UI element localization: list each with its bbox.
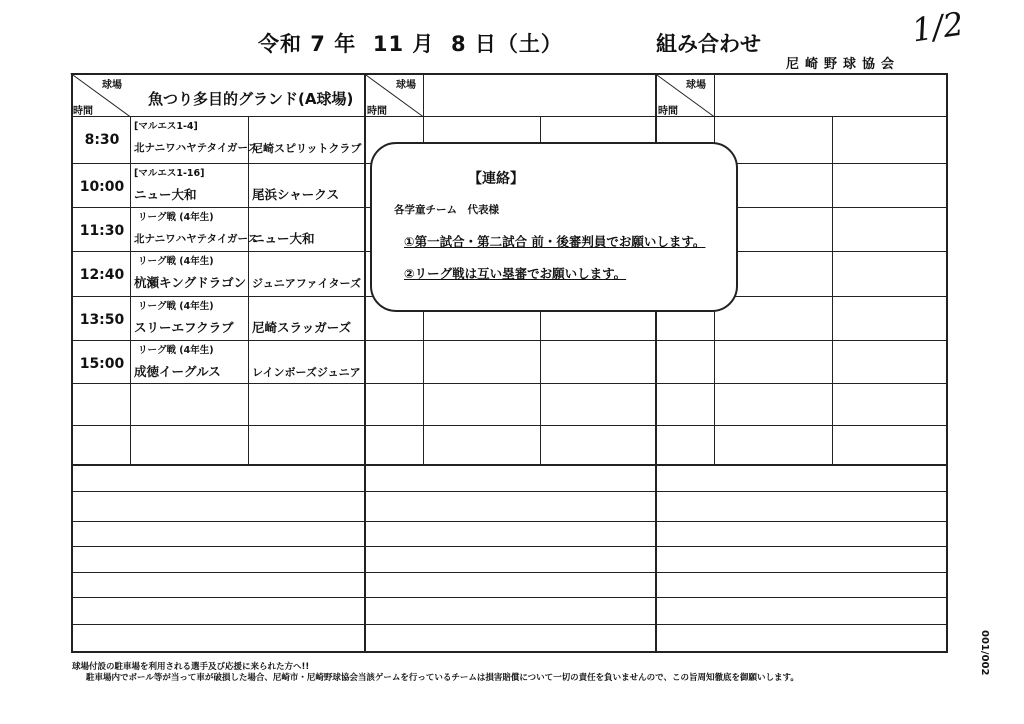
grid-line <box>71 597 946 598</box>
team-b: 尾浜シャークス <box>252 187 340 202</box>
grid-line <box>71 73 946 75</box>
grid-line <box>71 651 946 653</box>
field-name: 魚つり多目的グランド(A球場) <box>148 90 354 108</box>
notice-item-1: ①第一試合・第二試合 前・後審判員でお願いします。 <box>404 234 706 249</box>
grid-line <box>71 340 946 341</box>
grid-line <box>248 116 249 464</box>
team-a: 成徳イーグルス <box>134 364 221 379</box>
grid-line <box>946 73 948 653</box>
notice-item-2: ②リーグ戦は互い塁審でお願いします。 <box>404 266 627 281</box>
match-category: リーグ戦 (4年生) <box>138 212 214 223</box>
field-label: 球場 <box>396 80 416 91</box>
field-label: 球場 <box>102 80 122 91</box>
team-a: ニュー大和 <box>134 187 197 202</box>
grid-line <box>71 546 946 547</box>
team-b: 尼崎スラッガーズ <box>252 320 352 335</box>
match-time: 15:00 <box>79 356 125 372</box>
footer-notice-heading: 球場付設の駐車場を利用される選手及び応援に来られた方へ!! <box>72 662 310 672</box>
team-b: 尼崎スピリットクラブ <box>252 142 362 155</box>
footer-notice-text: 駐車場内でボール等が当って車が破損した場合、尼崎市・尼崎野球協会当該ゲームを行っているチームは損害賠償について一切の責任を負いませんので、この旨周知徹底を御願いします。 <box>86 673 799 683</box>
date-title: 令和 7 年 11 月 8 日（土） <box>258 32 563 56</box>
organization-name: 尼崎野球協会 <box>786 57 901 72</box>
time-label: 時間 <box>367 106 387 117</box>
fax-page-stamp: 001/002 <box>979 630 990 676</box>
grid-line <box>832 116 833 464</box>
grid-line <box>71 624 946 625</box>
time-label: 時間 <box>73 106 93 117</box>
team-b: ニュー大和 <box>252 231 315 246</box>
match-category: リーグ戦 (4年生) <box>138 301 214 312</box>
grid-line <box>71 572 946 573</box>
grid-line <box>71 464 946 466</box>
page-number-mark: 1/2 <box>909 4 966 50</box>
grid-line <box>71 521 946 522</box>
match-time: 13:50 <box>79 312 125 328</box>
match-time: 12:40 <box>79 267 125 283</box>
team-a: スリーエフクラブ <box>134 320 234 335</box>
team-b: レインボーズジュニア <box>252 366 361 379</box>
grid-line <box>71 491 946 492</box>
field-label: 球場 <box>686 80 706 91</box>
match-time: 11:30 <box>79 223 125 239</box>
match-category: リーグ戦 (4年生) <box>138 256 214 267</box>
match-category: [マルエス1-4] <box>134 121 198 132</box>
grid-line <box>71 425 946 426</box>
grid-line <box>71 116 946 117</box>
team-a: 北ナニワハヤテタイガース <box>134 233 259 245</box>
page-title: 組み合わせ <box>656 32 761 56</box>
team-b: ジュニアファイターズ <box>252 277 362 290</box>
grid-line <box>71 383 946 384</box>
team-a: 北ナニワハヤテタイガース <box>134 142 259 154</box>
notice-addressee: 各学童チーム 代表様 <box>394 204 499 216</box>
match-category: リーグ戦 (4年生) <box>138 345 214 356</box>
grid-line <box>130 116 131 464</box>
match-time: 8:30 <box>84 132 120 148</box>
notice-box <box>370 142 738 312</box>
grid-line <box>364 73 366 651</box>
notice-title: 【連絡】 <box>468 171 524 187</box>
match-time: 10:00 <box>79 179 125 195</box>
match-category: [マルエス1-16] <box>134 168 205 179</box>
team-a: 杭瀬キングドラゴン <box>134 275 247 290</box>
time-label: 時間 <box>658 106 678 117</box>
